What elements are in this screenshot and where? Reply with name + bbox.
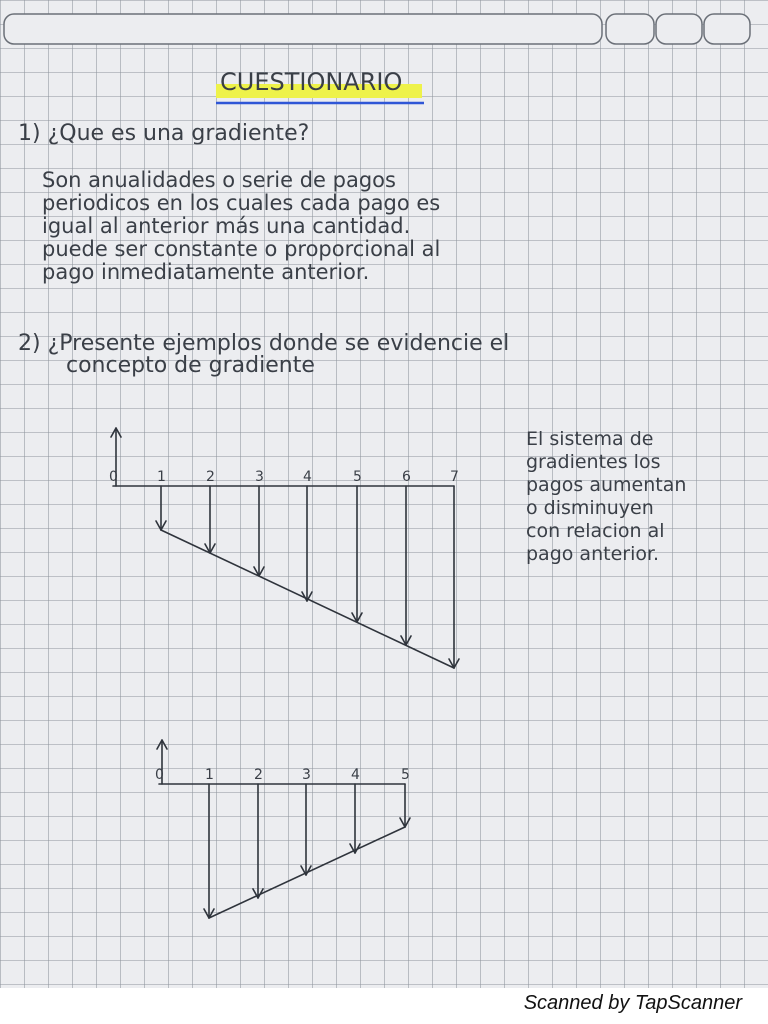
period-label-1: 1: [205, 767, 214, 783]
header-tabs: [4, 14, 750, 44]
period-label-2: 2: [254, 767, 263, 783]
question-1: 1) ¿Que es una gradiente?: [18, 121, 310, 146]
svg-text:pago anterior.: pago anterior.: [526, 543, 660, 565]
svg-text:Son anualidades o serie de pag: Son anualidades o serie de pagos: [42, 168, 396, 192]
period-label-2: 2: [206, 469, 215, 485]
period-label-0: 0: [109, 469, 118, 485]
page-title: CUESTIONARIO: [220, 68, 403, 96]
period-label-3: 3: [255, 469, 264, 485]
period-label-4: 4: [303, 469, 312, 485]
svg-text:o disminuyen: o disminuyen: [526, 497, 654, 519]
scanner-watermark: Scanned by TapScanner: [523, 992, 742, 1014]
svg-text:con relacion al: con relacion al: [526, 520, 665, 542]
svg-text:puede ser constante o proporci: puede ser constante o proporcional al: [42, 237, 441, 261]
period-label-7: 7: [450, 469, 459, 485]
question-2-line-2: concepto de gradiente: [66, 353, 315, 378]
svg-text:gradientes los: gradientes los: [526, 451, 661, 473]
svg-text:igual al anterior más una cant: igual al anterior más una cantidad.: [42, 214, 411, 238]
svg-text:pagos aumentan: pagos aumentan: [526, 474, 687, 496]
period-label-0: 0: [155, 767, 164, 783]
svg-text:pago inmediatamente anterior.: pago inmediatamente anterior.: [42, 260, 370, 284]
svg-text:periodicos en los cuales cada: periodicos en los cuales cada pago es: [42, 191, 441, 215]
question-2-line-1: 2) ¿Presente ejemplos donde se evidencie el: [18, 331, 510, 356]
svg-text:El sistema de: El sistema de: [526, 428, 654, 450]
period-label-1: 1: [157, 469, 166, 485]
period-label-5: 5: [353, 469, 362, 485]
period-label-6: 6: [402, 469, 411, 485]
period-label-5: 5: [401, 767, 410, 783]
period-label-3: 3: [302, 767, 311, 783]
period-label-4: 4: [351, 767, 360, 783]
